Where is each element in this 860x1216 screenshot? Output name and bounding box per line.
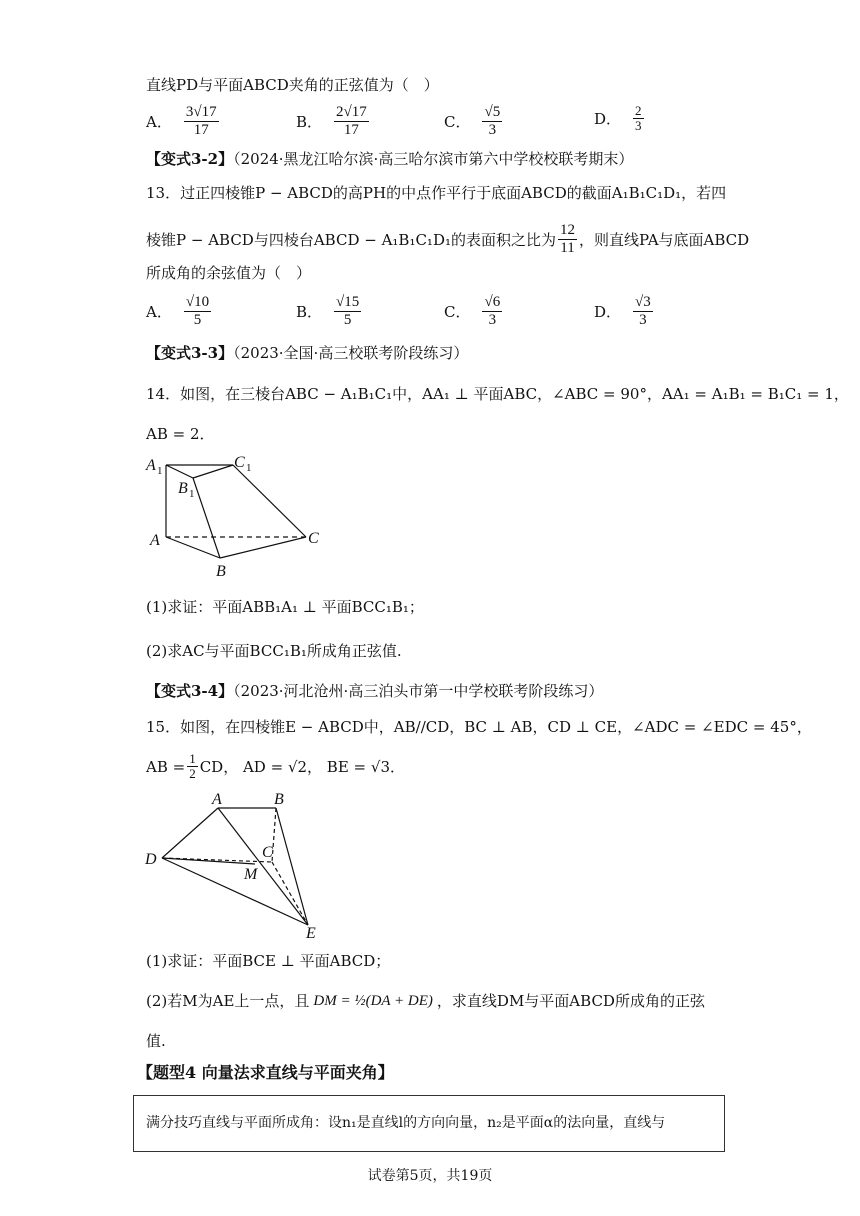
q13-line1: 13．过正四棱锥P − ABCD的高PH的中点作平行于底面ABCD的截面A₁B₁C₁D₁，若四 bbox=[146, 184, 727, 202]
q13-line3: 所成角的余弦值为（ ） bbox=[146, 264, 312, 282]
q13-option-d[interactable] bbox=[594, 294, 655, 329]
q13-ratio bbox=[558, 222, 577, 257]
option-denominator: 3 bbox=[488, 312, 497, 328]
option-numerator: 3√17 bbox=[185, 104, 217, 120]
q15-half bbox=[187, 752, 198, 781]
q12-option-d[interactable] bbox=[594, 104, 646, 133]
q14-line2: AB = 2． bbox=[146, 425, 215, 443]
q12-option-c[interactable] bbox=[444, 104, 504, 139]
variant-tag: 【变式3-4】 bbox=[146, 682, 234, 700]
page-footer: 试卷第5页，共19页 bbox=[367, 1168, 493, 1184]
fig-label-b: B bbox=[274, 791, 284, 808]
q15-part2 bbox=[146, 990, 705, 1012]
variant-source: （2023·全国·高三校联考阶段练习） bbox=[233, 344, 469, 362]
fig-label-b1: B bbox=[178, 480, 188, 497]
option-label: D． bbox=[594, 303, 622, 321]
fig-label-c: C bbox=[262, 844, 273, 861]
option-denominator: 3 bbox=[639, 312, 647, 328]
q15-part1: (1)求证：平面BCE ⊥ 平面ABCD； bbox=[146, 952, 391, 970]
q13-line2 bbox=[146, 222, 749, 257]
tip-text: 满分技巧直线与平面所成角：设n₁是直线l的方向向量，n₂是平面α的法向量，直线与 bbox=[146, 1115, 666, 1131]
option-numerator: √10 bbox=[185, 294, 210, 310]
q15-part2-end: 值. bbox=[146, 1032, 166, 1050]
option-numerator: √3 bbox=[635, 294, 651, 310]
variant-tag: 【变式3-3】 bbox=[146, 344, 234, 362]
q13-line2-text: 棱锥P − ABCD与四棱台ABCD − A₁B₁C₁D₁的表面积之比为 bbox=[146, 230, 556, 249]
option-numerator: √15 bbox=[336, 294, 360, 310]
option-label: A． bbox=[146, 303, 172, 321]
q14-frustum-figure bbox=[140, 450, 340, 580]
q14-line1: 14．如图，在三棱台ABC − A₁B₁C₁中，AA₁ ⊥ 平面ABC，∠ABC = 90°，AA₁ = A₁B₁ = B₁C₁ = 1， bbox=[146, 385, 849, 403]
fig-label-b: B bbox=[216, 563, 226, 580]
ratio-denominator: 11 bbox=[560, 240, 575, 256]
option-denominator: 17 bbox=[343, 122, 359, 138]
fig-label-sub: 1 bbox=[157, 465, 163, 477]
variant-source: （2023·河北沧州·高三泊头市第一中学校联考阶段练习） bbox=[233, 682, 604, 700]
option-label: D． bbox=[594, 110, 622, 128]
q12-option-b[interactable] bbox=[296, 104, 371, 139]
q15-line2 bbox=[146, 752, 405, 781]
q15-vector-equation: DM = ½(DA + DE) bbox=[313, 993, 433, 1009]
fig-label-d: D bbox=[145, 851, 157, 868]
q15-pyramid-figure bbox=[140, 785, 340, 945]
option-label: A． bbox=[146, 113, 172, 131]
q15-part2-text: (2)若M为AE上一点，且 bbox=[146, 992, 310, 1010]
tip-box bbox=[133, 1095, 725, 1152]
option-numerator: 2 bbox=[635, 103, 642, 118]
q15-part2-tail: ，求直线DM与平面ABCD所成角的正弦 bbox=[436, 992, 705, 1010]
option-numerator: 2√17 bbox=[336, 104, 367, 120]
fig-label-c: C bbox=[308, 530, 319, 547]
half-numerator: 1 bbox=[189, 751, 196, 766]
section-heading: 【题型4 向量法求直线与平面夹角】 bbox=[137, 1063, 394, 1082]
variant-3-4-header bbox=[146, 680, 603, 702]
fig-label-a1: A bbox=[146, 457, 156, 474]
fig-label-e: E bbox=[306, 925, 316, 942]
option-numerator: √5 bbox=[484, 104, 501, 120]
fig-label-a: A bbox=[212, 791, 222, 808]
fig-label-a: A bbox=[150, 532, 160, 549]
variant-source: （2024·黑龙江哈尔滨·高三哈尔滨市第六中学校校联考期末） bbox=[233, 150, 634, 168]
q12-option-a[interactable] bbox=[146, 104, 221, 139]
option-denominator: 3 bbox=[488, 122, 497, 138]
q14-part2: (2)求AC与平面BCC₁B₁所成角正弦值. bbox=[146, 642, 402, 660]
option-numerator: √6 bbox=[484, 294, 501, 310]
fig-label-c1: C bbox=[234, 454, 245, 471]
q12-stem: 直线PD与平面ABCD夹角的正弦值为（ ） bbox=[146, 76, 439, 94]
option-label: B． bbox=[296, 303, 323, 321]
option-denominator: 17 bbox=[193, 122, 209, 138]
option-label: C． bbox=[444, 113, 471, 131]
option-label: C． bbox=[444, 303, 471, 321]
q13-line2-tail: ，则直线PA与底面ABCD bbox=[579, 230, 750, 249]
fig-label-sub: 1 bbox=[246, 462, 252, 474]
fig-label-m: M bbox=[244, 866, 258, 883]
q13-option-c[interactable] bbox=[444, 294, 504, 329]
q15-line2-tail: CD， AD = √2， BE = √3． bbox=[199, 757, 405, 776]
q15-line2-text: AB = bbox=[146, 757, 186, 776]
option-denominator: 5 bbox=[343, 312, 352, 328]
ratio-numerator: 12 bbox=[560, 222, 575, 238]
fig-label-sub: 1 bbox=[189, 488, 195, 500]
option-label: B． bbox=[296, 113, 323, 131]
variant-3-2-header bbox=[146, 148, 633, 170]
variant-tag: 【变式3-2】 bbox=[146, 150, 234, 168]
option-denominator: 3 bbox=[635, 118, 642, 133]
variant-3-3-header bbox=[146, 342, 468, 364]
q13-option-a[interactable] bbox=[146, 294, 213, 329]
half-denominator: 2 bbox=[189, 766, 196, 781]
option-denominator: 5 bbox=[193, 312, 202, 328]
q14-part1: (1)求证：平面ABB₁A₁ ⊥ 平面BCC₁B₁； bbox=[146, 598, 424, 616]
q13-option-b[interactable] bbox=[296, 294, 363, 329]
q15-line1: 15．如图，在四棱锥E − ABCD中，AB//CD，BC ⊥ AB，CD ⊥ CE，∠ADC = ∠EDC = 45°， bbox=[146, 718, 812, 736]
